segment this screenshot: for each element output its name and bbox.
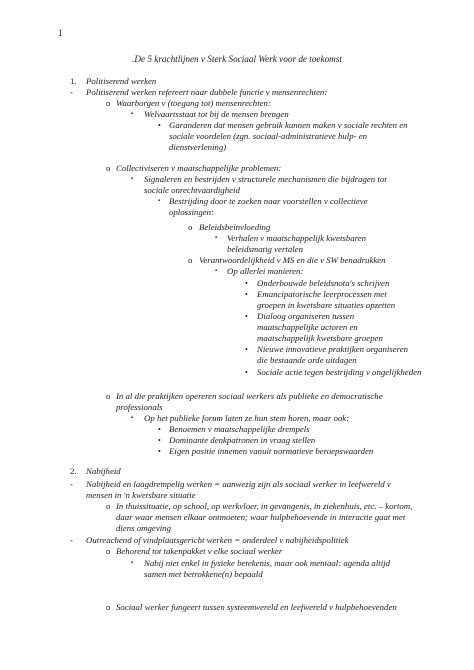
text-line: Nieuwe innovatieve praktijken organiseren bbox=[257, 344, 409, 354]
text-line: diens omgeving bbox=[116, 523, 171, 533]
text-line: Op allerlei manieren: bbox=[227, 266, 304, 276]
list-marker: • bbox=[158, 121, 161, 130]
text-line: daar waar mensen elkaar ontmoeten; waar hulpbehoevende in interactie gaat met bbox=[116, 512, 406, 522]
text-line: Verantwoordelijkheid v MS en die v SW benadrukken bbox=[199, 255, 386, 265]
list-marker: • bbox=[245, 290, 248, 299]
text-line: Outreachend of vindplaatsgericht werken = onderdeel v nabijheidspolitiek bbox=[86, 535, 349, 545]
text-line: Sociale actie tegen bestrijding v ongelijkheden bbox=[257, 367, 422, 377]
list-marker: ▪ bbox=[131, 415, 134, 421]
text-line: Waarborgen v (toegang tot) mensenrechten: bbox=[116, 98, 271, 108]
list-marker: o bbox=[188, 255, 193, 265]
list-marker: • bbox=[158, 447, 161, 456]
text-line: Sociaal werker fungeert tussen systeemwereld en leefwereld v hulpbehoevenden bbox=[116, 602, 397, 612]
list-marker: • bbox=[245, 368, 248, 377]
text-line: Onderbouwde beleidsnota's schrijven bbox=[257, 278, 390, 288]
list-marker: o bbox=[106, 163, 111, 173]
list-marker: o bbox=[106, 391, 111, 401]
text-line: Eigen positie innemen vanuit normatieve beroepswaarden bbox=[169, 446, 374, 456]
text-line: Welvaartsstaat tot bij de mensen brengen bbox=[144, 109, 289, 119]
text-line: Signaleren en bestrijden v structurele mechanismen die bijdragen tot bbox=[144, 174, 387, 184]
list-marker: • bbox=[158, 436, 161, 445]
list-marker: • bbox=[158, 425, 161, 434]
list-marker: ▪ bbox=[131, 176, 134, 182]
text-line: Beleidsbeïnvloeding bbox=[199, 222, 271, 232]
text-line: Emancipatorische leerprocessen met bbox=[257, 289, 387, 299]
list-marker: 1. bbox=[70, 76, 77, 86]
text-line: samen met betrokkene(n) bepaald bbox=[144, 569, 263, 579]
list-marker: o bbox=[106, 501, 111, 511]
list-marker: ▪ bbox=[131, 560, 134, 566]
text-line: sociale onrechtvaardigheid bbox=[144, 185, 240, 195]
text-line: Politiserend werken bbox=[86, 76, 157, 86]
list-marker: o bbox=[106, 546, 111, 556]
list-marker: o bbox=[106, 98, 111, 108]
list-marker: ▪ bbox=[158, 198, 161, 204]
text-line: Op het publieke forum laten ze hun stem horen, maar ook: bbox=[144, 413, 350, 423]
text-line: In al die praktijken opereren sociaal werkers als publieke en democratische bbox=[116, 391, 383, 401]
text-line: mensen in 'n kwetsbare situatie bbox=[86, 490, 196, 500]
text-line: Bestrijding door te zoeken naar voorstellen v collectieve bbox=[169, 196, 368, 206]
list-marker: ▪ bbox=[131, 111, 134, 117]
text-line: beleidsmatig vertalen bbox=[227, 244, 303, 254]
text-line: Garanderen dat mensen gebruik kunnen maken v sociale rechten en bbox=[169, 120, 408, 130]
text-line: Politiserend werken refereert naar dubbele functie v mensenrechten: bbox=[86, 87, 328, 97]
text-line: maatschappelijke actoren en bbox=[257, 322, 358, 332]
list-marker: o bbox=[106, 602, 111, 612]
document-title: .De 5 krachtlijnen v Sterk Sociaal Werk voor de toekomst bbox=[132, 54, 342, 64]
text-line: dienstverlening) bbox=[169, 142, 227, 152]
text-line: Nabijheid en laagdrempelig werken = aanwezig zijn als sociaal werker in leefwereld v bbox=[86, 479, 391, 489]
list-marker: ▪ bbox=[215, 268, 218, 274]
text-line: groepen in kwetsbare situaties opzetten bbox=[257, 300, 396, 310]
text-line: Verhalen v maatschappelijk kwetsbaren bbox=[227, 233, 367, 243]
list-marker: 2. bbox=[70, 466, 77, 476]
text-line: Behorend tot takenpakket v elke sociaal werker bbox=[116, 546, 283, 556]
text-line: die bestaande orde uitdagen bbox=[257, 355, 357, 365]
text-line: Nabij niet enkel in fysieke betekenis, maar ook mentaal: agenda altijd bbox=[144, 558, 391, 568]
text-line: Collectiviseren v maatschappelijke problemen: bbox=[116, 163, 282, 173]
page-number: 1 bbox=[58, 28, 63, 38]
text-line: Nabijheid bbox=[86, 466, 121, 476]
list-marker: • bbox=[245, 345, 248, 354]
list-marker: - bbox=[70, 479, 73, 489]
text-line: oplossingen: bbox=[169, 207, 214, 217]
text-line: maatschappelijk kwetsbare groepen bbox=[257, 333, 383, 343]
text-line: In thuissituatie, op school, op werkvloer, in gevangenis, in ziekenhuis, etc. – kortom, bbox=[116, 501, 413, 511]
list-marker: - bbox=[70, 535, 73, 545]
list-marker: o bbox=[188, 222, 193, 232]
list-marker: • bbox=[245, 312, 248, 321]
list-marker: - bbox=[70, 87, 73, 97]
list-marker: • bbox=[245, 279, 248, 288]
text-line: professionals bbox=[116, 402, 163, 412]
text-line: Dominante denkpatronen in vraag stellen bbox=[169, 435, 316, 445]
list-marker: ▪ bbox=[215, 235, 218, 241]
text-line: sociale voordelen (zgn. sociaal-administratieve hulp- en bbox=[169, 131, 368, 141]
text-line: Benoemen v maatschappelijke drempels bbox=[169, 424, 310, 434]
text-line: Dialoog organiseren tussen bbox=[257, 311, 355, 321]
